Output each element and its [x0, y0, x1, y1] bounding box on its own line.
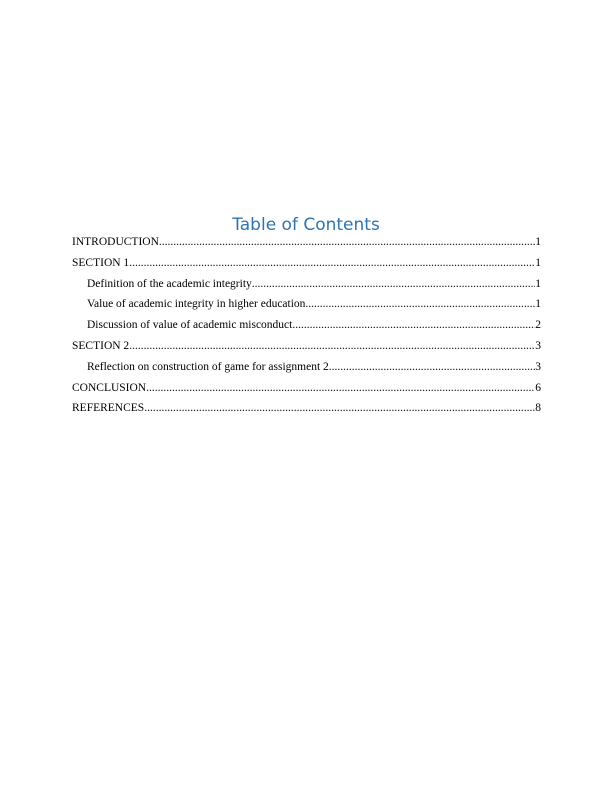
toc-list — [72, 236, 541, 423]
dot-leader — [292, 319, 535, 332]
toc-entry-page-number: 3 — [535, 360, 541, 373]
toc-entry-section-1[interactable] — [72, 257, 541, 278]
toc-entry-section-2[interactable] — [72, 340, 541, 361]
dot-leader — [159, 236, 535, 249]
toc-entry-reflection-game-construction[interactable] — [72, 361, 541, 382]
toc-entry-label: Definition of the academic integrity — [87, 277, 252, 290]
dot-leader — [129, 340, 535, 353]
toc-entry-page-number: 2 — [535, 319, 541, 332]
toc-entry-definition-academic-integrity[interactable] — [72, 278, 541, 299]
toc-entry-page-number: 1 — [535, 236, 541, 248]
toc-entry-label: CONCLUSION — [72, 381, 147, 394]
toc-entry-page-number: 6 — [535, 381, 541, 394]
dot-leader — [329, 361, 535, 374]
toc-entry-label: INTRODUCTION — [72, 236, 159, 248]
toc-entry-page-number: 8 — [535, 402, 541, 415]
toc-entry-conclusion[interactable] — [72, 382, 541, 403]
toc-entry-label: SECTION 1 — [72, 256, 130, 269]
toc-entry-value-academic-integrity[interactable] — [72, 298, 541, 319]
dot-leader — [144, 402, 535, 415]
toc-entry-label: Value of academic integrity in higher education — [87, 298, 306, 311]
toc-entry-references[interactable] — [72, 402, 541, 423]
toc-entry-page-number: 1 — [535, 277, 541, 290]
toc-entry-label: REFERENCES — [72, 402, 145, 415]
toc-entry-label: SECTION 2 — [72, 339, 130, 352]
toc-entry-introduction[interactable] — [72, 236, 541, 257]
toc-entry-page-number: 3 — [535, 339, 541, 352]
dot-leader — [146, 382, 535, 395]
dot-leader — [129, 257, 535, 270]
toc-entry-discussion-academic-misconduct[interactable] — [72, 319, 541, 340]
toc-entry-page-number: 1 — [535, 256, 541, 269]
toc-title: Table of Contents — [232, 215, 380, 235]
toc-entry-label: Reflection on construction of game for assignment 2 — [87, 360, 329, 373]
toc-entry-label: Discussion of value of academic misconduct — [87, 319, 293, 332]
dot-leader — [305, 298, 535, 311]
dot-leader — [252, 278, 535, 291]
toc-entry-page-number: 1 — [535, 298, 541, 311]
